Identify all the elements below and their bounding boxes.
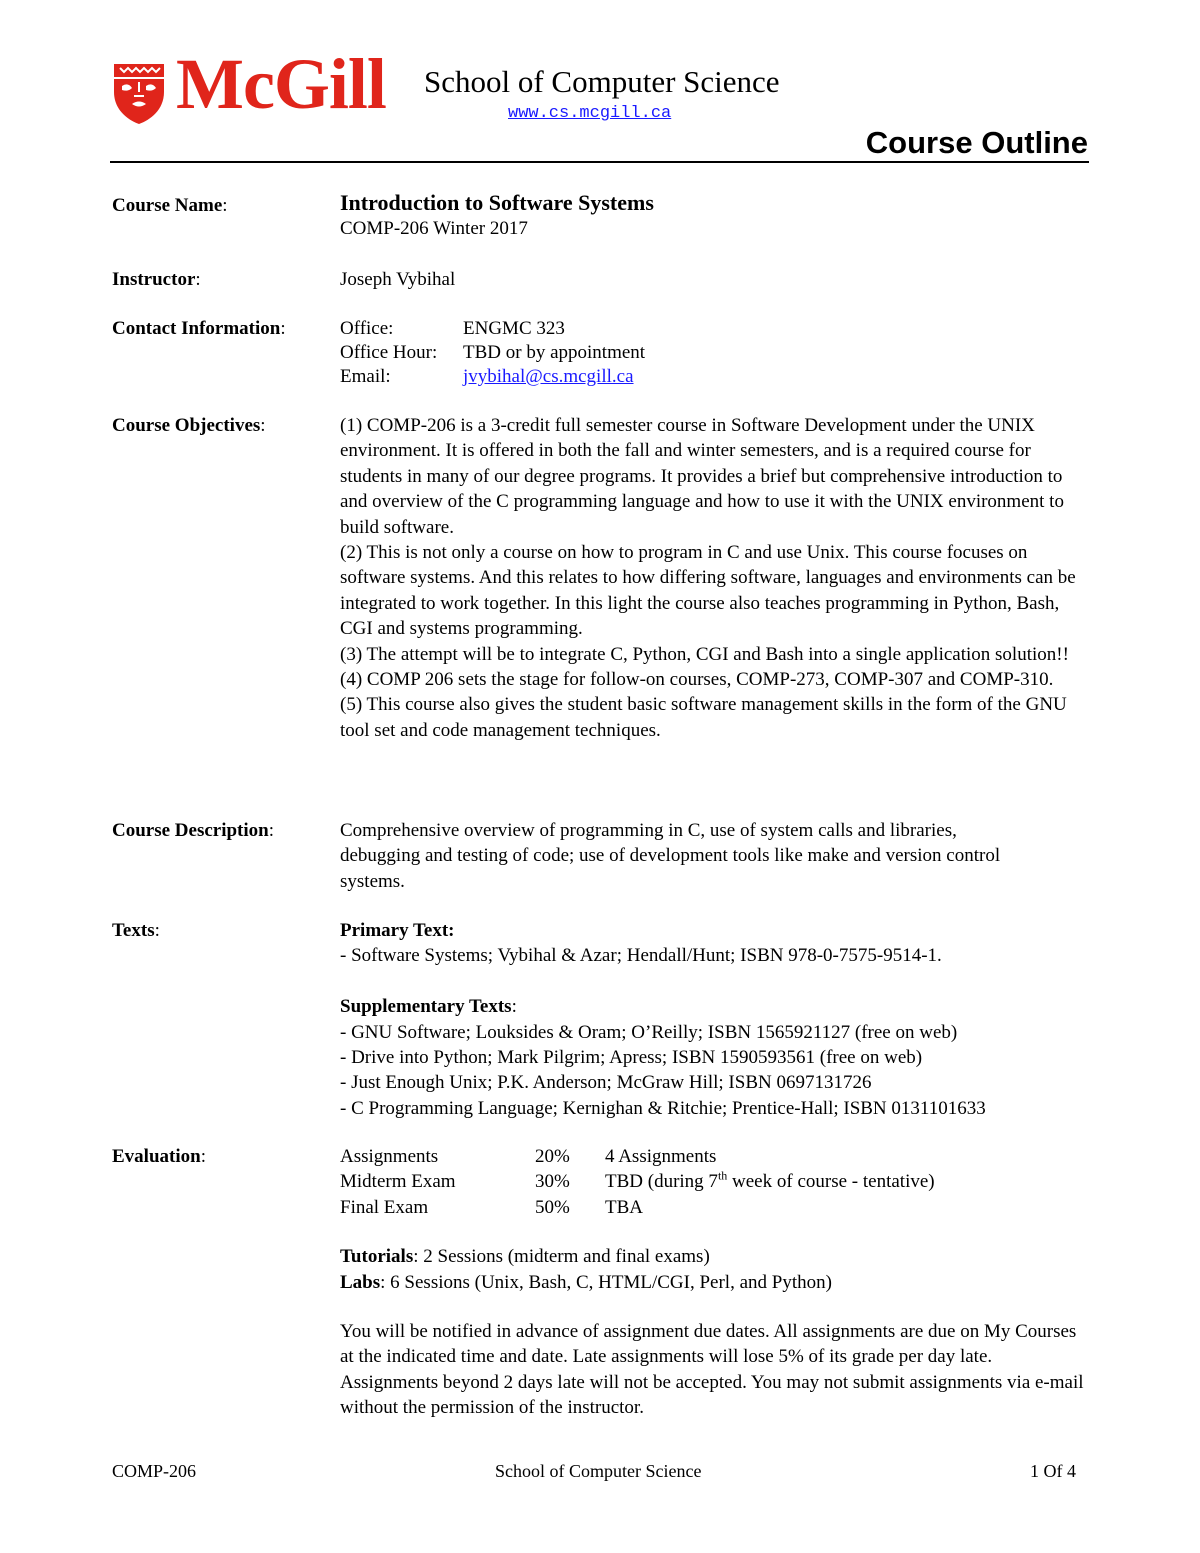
primary-text-heading: Primary Text: (340, 920, 455, 941)
labs-label: Labs (340, 1271, 381, 1293)
tutorials-text: : 2 Sessions (midterm and final exams) (413, 1246, 710, 1268)
office-hour-value: TBD or by appointment (463, 342, 646, 363)
supplementary-text-2: - Drive into Python; Mark Pilgrim; Apress; ISBN 1590593561 (free on web) (340, 1047, 923, 1069)
contact-details (340, 316, 1092, 388)
objective-5: (5) This course also gives the student basic software management skills in the form of the GNU tool set and code management techniques. (340, 694, 1067, 741)
contact-email (340, 364, 1092, 388)
eval-note: TBD (during 7th week of course - tentative) (605, 1169, 935, 1193)
labs-line (340, 1270, 1092, 1295)
supplementary-text-3: - Just Enough Unix; P.K. Anderson; McGraw Hill; ISBN 0697131726 (340, 1072, 872, 1094)
instructor-label: Instructor: (112, 269, 201, 290)
supplementary-heading: Supplementary Texts (340, 996, 512, 1018)
assignment-policy: You will be notified in advance of assignment due dates. All assignments are due on My Courses at the indicated time and date. Late assignments will lose 5% of its grade per day late. Assignments beyond 2 days late will not be accepted. You may not submit assignments via e-mail without the permission of the instructor. (340, 1320, 1084, 1419)
document-title: Course Outline (865, 125, 1088, 160)
mcgill-wordmark: McGill (176, 44, 386, 124)
texts-label: Texts: (112, 920, 160, 941)
course-name-label: Course Name: (112, 195, 228, 216)
office-key: Office: (340, 318, 394, 339)
contact-office-hour (340, 340, 1092, 364)
texts-list (340, 918, 1092, 1121)
office-value: ENGMC 323 (463, 318, 565, 339)
course-code-term: COMP-206 Winter 2017 (340, 218, 528, 239)
evaluation-label: Evaluation: (112, 1146, 206, 1167)
office-hour-key: Office Hour: (340, 342, 438, 363)
header-divider (110, 161, 1089, 163)
objective-4: (4) COMP 206 sets the stage for follow-on courses, COMP-273, COMP-307 and COMP-310. (340, 669, 1054, 691)
tutorials-label: Tutorials (340, 1246, 414, 1268)
eval-note: 4 Assignments (605, 1146, 717, 1167)
objectives-text (340, 413, 1092, 743)
eval-item: Assignments (340, 1146, 439, 1167)
labs-text: : 6 Sessions (Unix, Bash, C, HTML/CGI, Perl, and Python) (380, 1271, 832, 1293)
objective-3: (3) The attempt will be to integrate C, Python, CGI and Bash into a single application solution!! (340, 643, 1069, 665)
course-name-value (340, 190, 1092, 241)
email-link[interactable]: jvybihal@cs.mcgill.ca (463, 366, 634, 387)
footer-school: School of Computer Science (495, 1461, 702, 1481)
tutorials-line (340, 1244, 1092, 1269)
description-label: Course Description: (112, 820, 275, 841)
evaluation-final (340, 1195, 1092, 1220)
primary-text-entry: - Software Systems; Vybihal & Azar; Hendall/Hunt; ISBN 978-0-7575-9514-1. (340, 945, 942, 967)
eval-note: TBA (605, 1196, 643, 1218)
supplementary-heading-line: Supplementary Texts: (340, 996, 517, 1018)
objectives-label: Course Objectives: (112, 415, 266, 436)
objective-2: (2) This is not only a course on how to program in C and use Unix. This course focuses on software systems. And this relates to how differing software, languages and environments can be integrated to work together. In this light the course also teaches programming in Python, Bash, CGI and systems programming. (340, 542, 1076, 640)
school-name: School of Computer Science (424, 64, 780, 99)
eval-weight: 50% (535, 1196, 570, 1218)
eval-weight: 30% (535, 1171, 570, 1193)
supplementary-text-1: - GNU Software; Louksides & Oram; O’Reilly; ISBN 1565921127 (free on web) (340, 1021, 958, 1043)
evaluation-midterm (340, 1169, 1092, 1194)
contact-label: Contact Information: (112, 318, 286, 339)
footer-course-code: COMP-206 (112, 1461, 197, 1481)
mcgill-crest-logo (110, 58, 168, 126)
eval-weight: 20% (535, 1146, 570, 1167)
description-text: Comprehensive overview of programming in C, use of system calls and libraries, debugging and testing of code; use of development tools like make and version control systems. (340, 820, 1001, 892)
eval-item: Midterm Exam (340, 1171, 456, 1193)
contact-office (340, 316, 1092, 340)
evaluation-details (340, 1144, 1092, 1421)
instructor-name: Joseph Vybihal (340, 269, 456, 290)
eval-item: Final Exam (340, 1196, 429, 1218)
footer-page-number: 1 Of 4 (1030, 1461, 1076, 1481)
email-key: Email: (340, 366, 391, 387)
evaluation-assignments (340, 1144, 1092, 1169)
course-title: Introduction to Software Systems (340, 190, 654, 215)
school-url-link[interactable]: www.cs.mcgill.ca (508, 104, 672, 123)
objective-1: (1) COMP-206 is a 3-credit full semester course in Software Development under the UNIX environment. It is offered in both the fall and winter semesters, and is a required course for students in many of our degree programs. It provides a brief but comprehensive introduction to and overview of the C programming language and how to use it with the UNIX environment to build software. (340, 415, 1064, 538)
supplementary-text-4: - C Programming Language; Kernighan & Ritchie; Prentice-Hall; ISBN 0131101633 (340, 1097, 986, 1119)
